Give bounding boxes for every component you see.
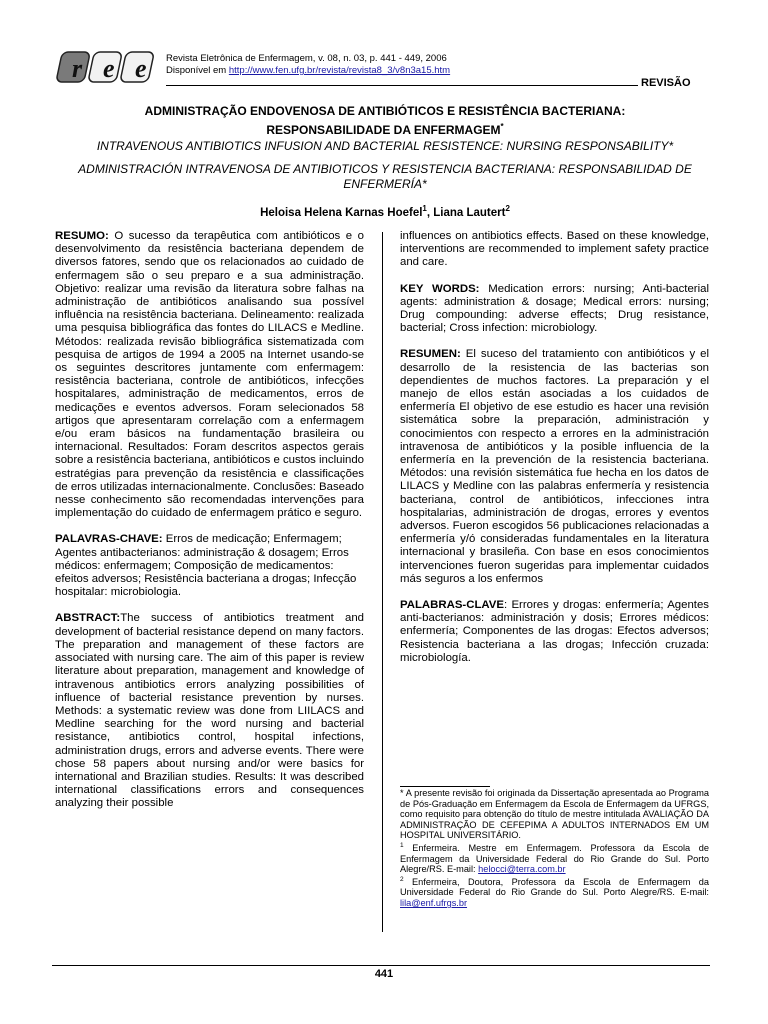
- author-1-affil: 1: [422, 204, 427, 213]
- author-2: Liana Lautert: [433, 206, 506, 219]
- section-label: REVISÃO: [641, 77, 691, 89]
- palavras-chave-text: Erros de medicação; Enfermagem; Agentes antibacterianos: administração & dosagem; Erros médicos: enfermagem; Composição de medicamentos: efeitos adversos; Resistência bacteriana a drogas; Infecção hospitalar: microbiologia.: [55, 533, 357, 599]
- resumo-text: O sucesso da terapêutica com antibióticos e o desenvolvimento da resistência bacteriana dependem de diversos fatores, sendo que os relacionados ao cuidado de enfermagem são o seu preparo e a sua administração. Objetivo: realizar uma revisão da literatura sobre falhas na administração de antibióticos analisando sua possível influência na resistência bacteriana. Delineamento: realizada uma pesquisa bibliográfica das fontes do LILACS e Medline. Métodos: realizada revisão bibliográfica sistematizada com pesquisa de artigos de 1994 a 2005 na Internet usando-se os seguintes descritores juntamente com enfermagem: resistência bacteriana, controle de antibióticos, infecções hospitalares, administração de medicamentos, erros de medicações e eventos adversos. Foram selecionados 58 artigos que apresentaram correlação com a enfermagem e/ou eram básicos na fundamentação brasileira ou internacional. Resultados: Foram descritos aspectos gerais sobre a resistência bacteriana, antibióticos e custos incluindo estratégias para prevenção da resistência e classificações de erros utilizadas internacionalmente. Conclusões: Baseado nesse conhecimento são recomendadas intervenções para implementação do cuidado de enfermagem prático e seguro.: [55, 230, 364, 520]
- palabras-clave-label: PALABRAS-CLAVE: [400, 599, 504, 612]
- author-2-affil: 2: [505, 204, 510, 213]
- page-number: 441: [374, 968, 394, 980]
- column-divider: [382, 232, 383, 932]
- available-label: Disponível em: [166, 65, 227, 76]
- palavras-chave-label: PALAVRAS-CHAVE:: [55, 533, 163, 546]
- palabras-clave-paragraph: [400, 599, 709, 665]
- footnote-rule: [400, 786, 490, 787]
- citation: Revista Eletrônica de Enfermagem, v. 08, n. 03, p. 441 - 449, 2006: [166, 53, 447, 64]
- title-portuguese: [60, 104, 710, 138]
- title-pt-line2: [60, 119, 710, 138]
- resumen-label: RESUMEN:: [400, 348, 461, 361]
- title-pt-line1: ADMINISTRAÇÃO ENDOVENOSA DE ANTIBIÓTICOS E RESISTÊNCIA BACTERIANA:: [144, 104, 626, 118]
- keywords-label: KEY WORDS:: [400, 282, 480, 295]
- abstract-continuation: influences on antibiotics effects. Based on these knowledge, interventions are recommended to implement safety practice and care.: [400, 230, 709, 269]
- author-separator: ,: [426, 206, 434, 219]
- resumen-paragraph: [400, 348, 709, 586]
- footnote-1-mark: 1: [400, 841, 404, 849]
- logo-letter-r: r: [72, 54, 83, 83]
- logo-letter-e2: e: [135, 54, 147, 83]
- title-english: INTRAVENOUS ANTIBIOTICS INFUSION AND BACTERIAL RESISTENCE: NURSING RESPONSABILITY*: [96, 139, 674, 153]
- article-url-link[interactable]: http://www.fen.ufg.br/revista/revista8_3/v8n3a15.htm: [228, 65, 451, 76]
- abstract-text: The success of antibiotics treatment and development of bacterial resistance depend on many factors. The preparation and management of these factors are associated with nursing care. The aim of this paper is review literature about preparation, management and knowledge of intravenous antibiotics errors analyzing possibilities of influence of bacterial resistance prevention by nurses. Methods: a systematic review was done from LIILACS and Medline searching for the word nursing and bacterial resistance, antibiotics control, hospital infections, administration drugs, errors and adverse events. There were chose 58 papers about nursing and/or were basics for international and Brazilian studies. Results: It was described international classifications errors and consequences analyzing their possible: [55, 612, 364, 810]
- availability-line: [166, 65, 450, 77]
- keywords-text: Medication errors: nursing; Anti-bacterial agents: administration & dosage; Medical errors: nursing; Drug compounding: adverse effects; Drug resistance, bacterial; Cross infection: microbiology.: [400, 282, 709, 335]
- footnote-1: [400, 841, 709, 875]
- title-pt-mark: *: [500, 122, 504, 131]
- right-column: [400, 230, 709, 678]
- resumen-text: El suceso del tratamiento con antibióticos y el desarrollo de la resistencia de las bacterias son dependientes de muchos factores. La preparación y el manejo de ellos están asociadas a los cuidados de enfermería El objetivo de ese estudio es hacer una revisión sistemática sobre la preparación, administración y conocimientos con respecto a errores en la administración intravenosa de antibióticos y la posible influencia de la enfermería en la prevención de la resistencia bacteriana. Métodos: una revisión sistemática fue hecha en los datos de LILACS y Medline con las palabras enfermería y resistencia bacteriana, control de antibióticos, infecciones intra hospitalarias, administración de drogas, errores y eventos adversos. Fueron escogidos 56 publicaciones relacionadas a enfermería y/ó consideradas fundamentales en la literatura internacional y brasileña. Con base en esos conocimientos intervenciones fueron sugeridas para implementar cuidados más seguros a los enfermos: [400, 348, 709, 585]
- resumo-label: RESUMO:: [55, 230, 109, 242]
- title-pt-line2-text: RESPONSABILIDADE DA ENFERMAGEM: [266, 123, 501, 137]
- footnote-1-text: Enfermeira. Mestre em Enfermagem. Professora da Escola de Enfermagem da Universidade Federal do Rio Grande do Sul. Porto Alegre/RS. E-mail:: [400, 843, 709, 875]
- palabras-clave-text: : Errores y drogas: enfermería; Agentes anti-bacterianos: administración y dosis; Errores médicos: enfermería; Componentes de las drogas: Efectos adversos; Resistencia bacteriana a las drogas; Infección cruzada: microbiología.: [400, 599, 709, 664]
- footnote-1-email-link[interactable]: helocci@terra.com.br: [478, 864, 566, 875]
- footnote-2: [400, 875, 709, 909]
- header-rule: [166, 85, 638, 86]
- keywords-paragraph: [400, 283, 709, 336]
- footnotes: [400, 788, 709, 909]
- footnote-star: * A presente revisão foi originada da Dissertação apresentada ao Programa de Pós-Graduação em Enfermagem da Escola de Enfermagem da UFRGS, como requisito para obtenção do título de mestre intitulada AVALIAÇÃO DA ADMINISTRAÇÃO DE CEFEPIMA A ADULTOS INTERNADOS EM UM HOSPITAL UNIVERSITÁRIO.: [400, 788, 709, 841]
- abstract-paragraph: [55, 612, 364, 810]
- abstract-label: ABSTRACT:: [55, 612, 121, 625]
- footer-rule: [52, 965, 710, 966]
- left-column: [55, 230, 364, 824]
- journal-logo: [54, 44, 162, 90]
- title-spanish: ADMINISTRACIÓN INTRAVENOSA DE ANTIBIOTICOS Y RESISTENCIA BACTERIANA: RESPONSABILIDAD DE ENFERMERÍA*: [78, 162, 692, 191]
- palavras-chave-paragraph: [55, 533, 364, 599]
- authors: [60, 204, 710, 219]
- header-citation-block: [166, 53, 450, 77]
- logo-letter-e1: e: [103, 54, 115, 83]
- footnote-2-email-link[interactable]: lila@enf.ufrgs.br: [400, 898, 468, 909]
- footnote-2-text: Enfermeira, Doutora, Professora da Escola de Enfermagem da Universidade Federal do Rio Grande do Sul. Porto Alegre/RS. E-mail:: [400, 876, 709, 898]
- author-1: Heloisa Helena Karnas Hoefel: [260, 206, 423, 219]
- footnote-2-mark: 2: [400, 875, 404, 883]
- resumo-paragraph: [55, 230, 364, 520]
